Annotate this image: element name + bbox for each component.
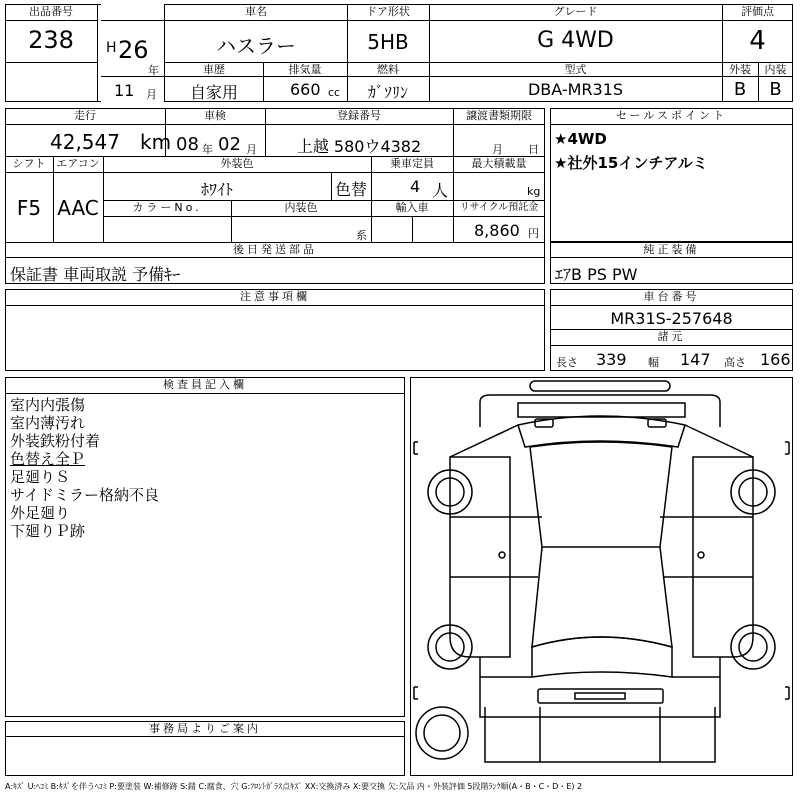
score-label: 評価点: [741, 5, 774, 18]
equipment-label: 純正装備: [643, 243, 700, 256]
color-no-label: カラーNo.: [132, 201, 202, 214]
era: H: [106, 40, 117, 56]
reg-month-unit: 月: [146, 88, 157, 101]
inspection-year: 08: [176, 134, 199, 155]
transfer-month: 月: [492, 143, 503, 156]
exterior-color: ﾎﾜｲﾄ: [200, 180, 233, 199]
reg-month: 11: [114, 81, 135, 100]
door-type: 5HB: [367, 30, 409, 54]
inspection-month-unit: 月: [246, 143, 257, 156]
reg-number: 上越 580ウ4382: [296, 137, 422, 156]
roof: [530, 442, 672, 547]
inspection-year-unit: 年: [202, 143, 213, 156]
max-load-label: 最大積載量: [471, 157, 527, 170]
sales-points-label: セールスポイント: [615, 109, 727, 122]
displacement: 660: [290, 80, 321, 99]
rear-bumper: [538, 689, 663, 703]
inspector-note-line: 下廻りＰ跡: [10, 522, 86, 540]
inspection-month: 02: [218, 134, 241, 155]
reg-year: 26: [118, 36, 149, 64]
transfer-day: 日: [528, 143, 539, 156]
ac: AAC: [57, 196, 99, 220]
legend: A:ｷｽﾞ U:ﾍｺﾐ B:ｷｽﾞを伴うﾍｺﾐ P:要塗装 W:補修跡 S:錆 C:腐食、穴 G:ﾌﾛﾝﾄｶﾞﾗｽ点ｷｽﾞ XX:交換済み X:要交換 欠:欠品 内・外装評価 5段階ﾗﾝｸ順(A・B・C・D・E) 2: [5, 782, 583, 791]
inspector-note-line: 色替え全Ｐ: [10, 450, 86, 468]
sales-points-box: [550, 108, 793, 242]
office-label: 事務局よりご案内: [149, 722, 261, 735]
displacement-unit: cc: [328, 86, 341, 99]
model-code: DBA-MR31S: [527, 80, 624, 99]
equipment: ｴｱB PS PW: [555, 265, 638, 284]
sales-point-item: ★4WD: [554, 130, 607, 148]
grade-label: グレード: [553, 5, 598, 18]
spare-wheel: [416, 707, 468, 759]
notes-label: 注意事項欄: [240, 290, 310, 303]
height: 166: [760, 350, 791, 369]
reg-number-label: 登録番号: [337, 109, 381, 122]
inspector-notes: [10, 396, 159, 540]
inspector-label: 検査員記入欄: [163, 378, 247, 391]
capacity-label: 乗車定員: [390, 157, 434, 170]
capacity: 4: [410, 177, 421, 196]
later-parts: 保証書 車両取説 予備ｷｰ: [10, 265, 181, 284]
recycle-label: リサイクル預託金: [459, 202, 539, 213]
mileage: 42,547: [50, 130, 120, 154]
exterior-grade: B: [733, 79, 747, 100]
displacement-label: 排気量: [288, 63, 322, 76]
model-label: 型式: [564, 63, 587, 76]
reg-year-unit: 年: [148, 64, 159, 77]
width-label: 幅: [648, 356, 659, 369]
lot-number: 238: [28, 26, 74, 54]
later-parts-label: 後日発送部品: [233, 243, 317, 256]
interior-color-suffix: 系: [356, 229, 367, 242]
inspector-note-line: 室内内張傷: [10, 396, 86, 414]
width: 147: [680, 350, 711, 369]
lot-number-label: 出品番号: [29, 5, 73, 18]
length: 339: [596, 350, 627, 369]
color-change: 色替: [334, 180, 367, 199]
recycle-fee-unit: 円: [528, 227, 539, 240]
exterior-color-label: 外装色: [220, 157, 254, 170]
hood: [480, 395, 720, 427]
import-label: 輸入車: [395, 201, 429, 214]
transfer-deadline-label: 譲渡書類期限: [466, 109, 532, 122]
rear-window: [532, 637, 672, 677]
ac-label: エアコン: [56, 157, 100, 170]
inspector-note-line: 足廻りＳ: [10, 468, 71, 486]
capacity-unit: 人: [432, 181, 449, 200]
inspector-note-line: サイドミラー格納不良: [10, 486, 159, 504]
score: 4: [749, 26, 766, 56]
shift-label: シフト: [12, 157, 46, 170]
height-label: 高さ: [724, 356, 746, 369]
car-name: ハスラー: [216, 34, 296, 58]
length-label: 長さ: [556, 356, 578, 369]
interior-color-label: 内装色: [284, 201, 318, 214]
dimensions-label: 諸元: [657, 330, 686, 343]
grade: G 4WD: [537, 28, 614, 53]
chassis-number: MR31S-257648: [610, 309, 733, 328]
mileage-label: 走行: [74, 109, 96, 122]
fuel: ｶﾞｿﾘﾝ: [367, 83, 408, 102]
car-diagram: [410, 377, 793, 776]
max-load-unit: kg: [527, 185, 541, 198]
car-name-label: 車名: [245, 5, 267, 18]
chassis-label: 車台番号: [643, 290, 700, 303]
front-bumper: [530, 381, 670, 391]
exterior-grade-label: 外装: [729, 63, 751, 76]
sales-point-item: ★社外15インチアルミ: [554, 154, 708, 172]
door-label: ドア形状: [366, 5, 410, 18]
fuel-label: 燃料: [377, 63, 399, 76]
inspection-label: 車検: [204, 109, 226, 122]
history-label: 車歴: [203, 63, 225, 76]
underbody: [485, 707, 715, 762]
inspector-note-line: 外装鉄粉付着: [10, 432, 101, 450]
shift: F5: [16, 196, 42, 220]
history: 自家用: [189, 83, 238, 102]
inspector-note-line: 室内薄汚れ: [10, 414, 86, 432]
interior-grade: B: [769, 79, 782, 100]
inspector-note-line: 外足廻り: [10, 504, 71, 522]
mileage-unit: km: [140, 130, 172, 154]
recycle-fee: 8,860: [474, 221, 520, 240]
interior-grade-label: 内装: [764, 63, 787, 76]
